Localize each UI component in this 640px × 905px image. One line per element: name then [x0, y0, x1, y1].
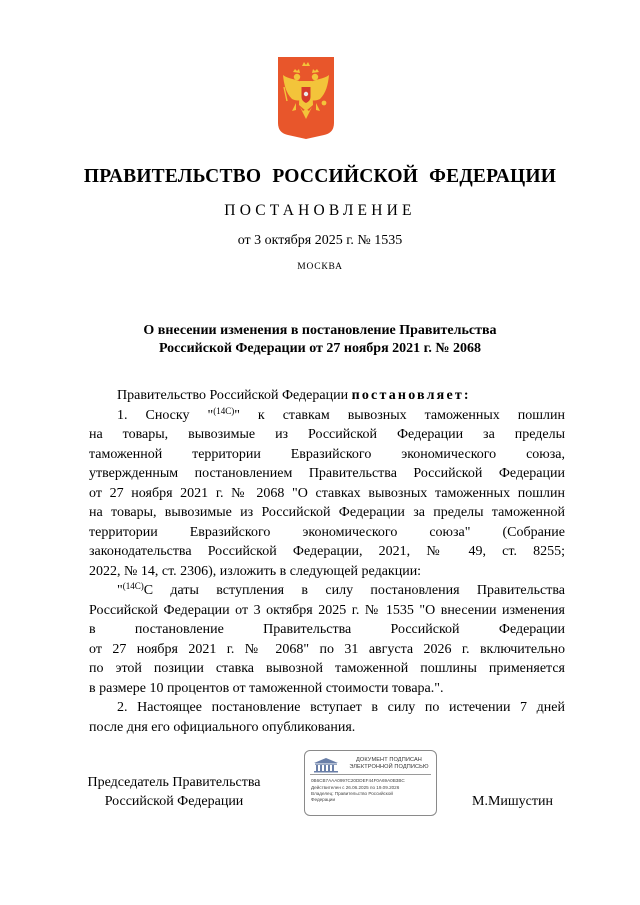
electronic-signature-stamp — [304, 750, 437, 816]
body-line: на товары, вывозимые из Российской Федерации за пределы таможенной — [89, 505, 565, 520]
body-text: С даты вступления в силу постановления Правительства — [143, 583, 565, 598]
body-line: законодательства Российской Федерации, 2021, № 49, ст. 8255; — [89, 544, 565, 559]
signatory-name: М.Мишустин — [472, 794, 553, 809]
body-line: от 27 ноября 2021 г. № 2068 "О ставках вывозных таможенных пошлин — [89, 485, 565, 501]
body-line — [89, 386, 565, 406]
footnote-marker: (14С) — [122, 581, 144, 591]
body-text: Правительство Российской Федерации — [117, 388, 349, 403]
stamp-title-line: ЭЛЕКТРОННОЙ ПОДПИСЬЮ — [349, 763, 429, 770]
signatory-position — [74, 773, 274, 811]
body-line: по этой позиции ставка вывозной таможенной пошлины применяется — [89, 661, 565, 676]
footnote-marker: (14С) — [213, 405, 235, 416]
stamp-title — [343, 757, 435, 771]
body-line: в размере 10 процентов от таможенной стоимости товара.". — [89, 680, 444, 696]
body-line: таможенной территории Евразийского экономического союза, — [89, 446, 565, 462]
stamp-validity: Действителен с 26.06.2025 по 19.09.2026 — [311, 785, 400, 790]
government-title: ПРАВИТЕЛЬСТВО РОССИЙСКОЙ ФЕДЕРАЦИИ — [83, 166, 557, 187]
body-line: в постановление Правительства Российской Федерации — [89, 622, 565, 637]
subject-line: О внесении изменения в постановление Правительства — [143, 323, 497, 338]
stamp-owner: Владелец: Правительство Российской — [311, 791, 393, 796]
body-line — [89, 406, 565, 426]
stamp-title-line: ДОКУМЕНТ ПОДПИСАН — [356, 757, 422, 763]
body-line: от 27 ноября 2021 г. № 2068" по 31 августа 2026 г. включительно — [89, 641, 565, 657]
body-line: утвержденным постановлением Правительства Российской Федерации — [89, 466, 565, 481]
document-date-number: от 3 октября 2025 г. № 1535 — [237, 233, 403, 248]
government-building-icon — [312, 757, 340, 773]
body-line: территории Евразийского экономического союза" (Собрание — [89, 524, 565, 540]
position-line: Председатель Правительства — [87, 775, 261, 790]
document-body — [89, 386, 565, 737]
document-subject — [0, 322, 640, 358]
subject-line: Российской Федерации от 27 ноября 2021 г. № 2068 — [158, 341, 482, 356]
coat-of-arms-icon — [278, 57, 334, 139]
coat-of-arms-emblem — [278, 57, 334, 139]
body-text: " к ставкам вывозных таможенных пошлин — [234, 407, 565, 423]
body-line: 2022, № 14, ст. 2306), изложить в следующей редакции: — [89, 563, 422, 579]
stamp-certificate: 0B6CB7AAA0997C20DDEF44F0A69A0B3BC — [311, 778, 405, 783]
document-type: ПОСТАНОВЛЕНИЕ — [224, 202, 416, 219]
body-line: после дня его официального опубликования. — [89, 719, 356, 735]
position-line: Российской Федерации — [104, 794, 244, 809]
body-text: 1. Сноску " — [117, 407, 214, 423]
body-line: на товары, вывозимые из Российской Федерации за пределы — [89, 427, 565, 442]
document-city: МОСКВА — [297, 262, 343, 272]
body-line — [89, 581, 565, 601]
stamp-divider — [310, 774, 431, 775]
body-text: " — [117, 583, 123, 598]
resolves-word: постановляет: — [351, 388, 471, 403]
body-line: 2. Настоящее постановление вступает в силу по истечении 7 дней — [117, 700, 565, 715]
stamp-owner: Федерации — [311, 797, 336, 802]
body-line: Российской Федерации от 3 октября 2025 г. № 1535 "О внесении изменения — [89, 602, 565, 618]
